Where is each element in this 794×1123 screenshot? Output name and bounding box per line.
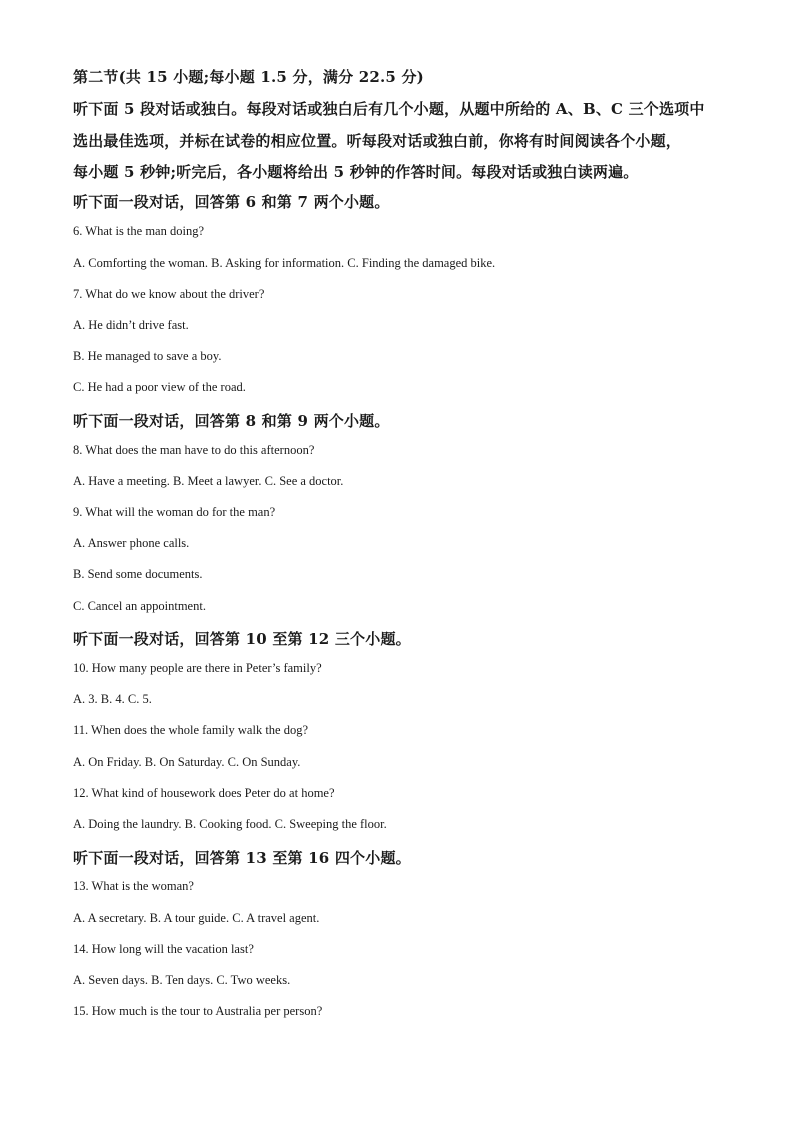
group-heading: 听下面一段对话，回答第 10 至第 12 三个小题。 [73, 630, 411, 648]
question-text: 7. What do we know about the driver? [73, 287, 265, 301]
answer-options: A. A secretary. B. A tour guide. C. A travel agent. [73, 911, 320, 925]
group-heading: 听下面一段对话，回答第 6 和第 7 两个小题。 [73, 193, 390, 211]
instruction-line: 听下面 5 段对话或独白。每段对话或独白后有几个小题，从题中所给的 A、B、C 三个选项中 [73, 100, 705, 118]
answer-option: C. Cancel an appointment. [73, 599, 206, 613]
question-text: 12. What kind of housework does Peter do at home? [73, 786, 335, 800]
answer-options: A. On Friday. B. On Saturday. C. On Sunday. [73, 755, 301, 769]
answer-option: B. Send some documents. [73, 567, 203, 581]
answer-option: B. He managed to save a boy. [73, 349, 222, 363]
answer-options: A. 3. B. 4. C. 5. [73, 692, 152, 706]
group-heading: 听下面一段对话，回答第 13 至第 16 四个小题。 [73, 849, 411, 867]
question-text: 9. What will the woman do for the man? [73, 505, 276, 519]
question-text: 13. What is the woman? [73, 879, 194, 893]
answer-option: A. He didn’t drive fast. [73, 318, 189, 332]
answer-options: A. Seven days. B. Ten days. C. Two weeks. [73, 973, 291, 987]
section-title: 第二节(共 15 小题;每小题 1.5 分，满分 22.5 分) [73, 68, 424, 86]
question-text: 15. How much is the tour to Australia per person? [73, 1004, 323, 1018]
answer-options: A. Comforting the woman. B. Asking for information. C. Finding the damaged bike. [73, 256, 496, 270]
answer-option: A. Answer phone calls. [73, 536, 190, 550]
instruction-line: 每小题 5 秒钟;听完后，各小题将给出 5 秒钟的作答时间。每段对话或独白读两遍。 [73, 163, 639, 181]
answer-option: C. He had a poor view of the road. [73, 380, 246, 394]
answer-options: A. Have a meeting. B. Meet a lawyer. C. See a doctor. [73, 474, 344, 488]
group-heading: 听下面一段对话，回答第 8 和第 9 两个小题。 [73, 412, 390, 430]
question-text: 10. How many people are there in Peter’s family? [73, 661, 322, 675]
question-text: 6. What is the man doing? [73, 224, 204, 238]
answer-options: A. Doing the laundry. B. Cooking food. C. Sweeping the floor. [73, 817, 387, 831]
instruction-line: 选出最佳选项，并标在试卷的相应位置。听每段对话或独白前，你将有时间阅读各个小题， [73, 132, 682, 150]
question-text: 8. What does the man have to do this afternoon? [73, 443, 315, 457]
question-text: 11. When does the whole family walk the dog? [73, 723, 309, 737]
question-text: 14. How long will the vacation last? [73, 942, 254, 956]
